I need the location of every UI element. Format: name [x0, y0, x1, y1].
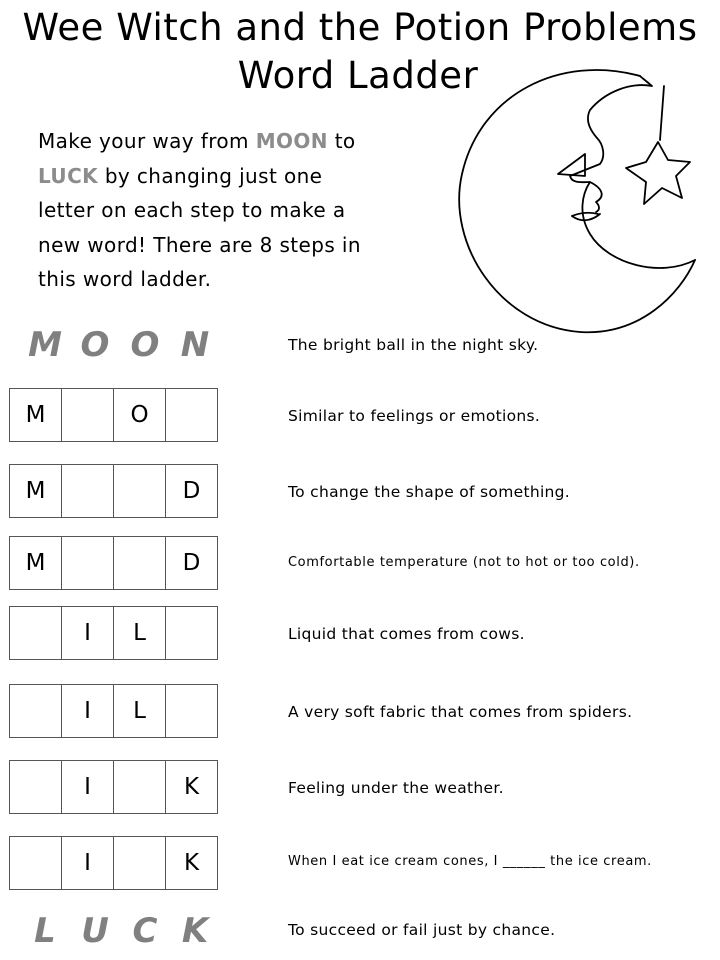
instructions-text: Make your way from: [38, 129, 256, 153]
crescent-moon-with-star-illustration: [440, 64, 710, 344]
letter-box[interactable]: I: [62, 761, 114, 813]
worksheet-subtitle: Word Ladder: [237, 54, 479, 97]
clue-end: To succeed or fail just by chance.: [288, 921, 556, 939]
clue-4: Liquid that comes from cows.: [288, 625, 525, 643]
end-word: LUCK: [38, 163, 99, 188]
start-word: MOON: [255, 129, 328, 153]
letter-box[interactable]: I: [62, 607, 114, 659]
ladder-rung-7: [9, 836, 218, 890]
letter-box[interactable]: [166, 389, 217, 441]
letter-box[interactable]: M: [10, 389, 62, 441]
clue-6: Feeling under the weather.: [288, 779, 504, 797]
letter-box[interactable]: [114, 465, 166, 517]
start-letter: O: [130, 325, 160, 365]
letter-box[interactable]: [166, 607, 217, 659]
start-letter: O: [80, 325, 110, 365]
star-icon: [626, 142, 690, 204]
end-letter: L: [34, 911, 56, 951]
end-word-display: [20, 906, 220, 956]
letter-box[interactable]: I: [62, 837, 114, 889]
letter-box[interactable]: [62, 389, 114, 441]
clue-start: The bright ball in the night sky.: [288, 336, 539, 354]
letter-box[interactable]: [114, 837, 166, 889]
letter-box[interactable]: [10, 761, 62, 813]
instructions-text: by changing just one letter on each step to make a new word! There are 8 steps in this word ladder.: [38, 163, 361, 291]
moon-outer-arc: [459, 70, 695, 332]
letter-box[interactable]: [166, 685, 217, 737]
star-string: [660, 86, 664, 140]
letter-box[interactable]: [114, 537, 166, 589]
ladder-rung-2: [9, 464, 218, 518]
ladder-rung-1: [9, 388, 218, 442]
start-letter: N: [180, 325, 210, 365]
moon-mouth: [572, 213, 598, 216]
clue-5: A very soft fabric that comes from spiders.: [288, 703, 633, 721]
letter-box[interactable]: L: [114, 685, 166, 737]
letter-box[interactable]: [10, 837, 62, 889]
ladder-rung-6: [9, 760, 218, 814]
letter-box[interactable]: [114, 761, 166, 813]
clue-7: When I eat ice cream cones, I ______ the ice cream.: [288, 854, 652, 869]
ladder-rung-4: [9, 606, 218, 660]
instructions-text: to: [327, 129, 356, 153]
moon-eye: [558, 154, 585, 176]
letter-box[interactable]: I: [62, 685, 114, 737]
letter-box[interactable]: O: [114, 389, 166, 441]
letter-box[interactable]: [10, 607, 62, 659]
ladder-rung-5: [9, 684, 218, 738]
letter-box[interactable]: [62, 465, 114, 517]
end-letter: K: [181, 911, 209, 951]
start-word-display: [20, 320, 220, 370]
ladder-rung-3: [9, 536, 218, 590]
letter-box[interactable]: L: [114, 607, 166, 659]
instructions: [38, 124, 378, 297]
letter-box[interactable]: K: [183, 774, 200, 800]
letter-box[interactable]: M: [10, 465, 62, 517]
end-letter: C: [132, 911, 158, 951]
clue-1: Similar to feelings or emotions.: [288, 407, 541, 425]
letter-box[interactable]: [10, 685, 62, 737]
letter-box[interactable]: M: [10, 537, 62, 589]
clue-3: Comfortable temperature (not to hot or too cold).: [288, 555, 640, 570]
letter-box[interactable]: [62, 537, 114, 589]
worksheet-title: Wee Witch and the Potion Problems: [22, 6, 698, 49]
letter-box[interactable]: D: [182, 550, 201, 576]
end-letter: U: [81, 911, 109, 951]
letter-box[interactable]: D: [182, 478, 201, 504]
start-letter: M: [28, 325, 62, 365]
letter-box[interactable]: K: [183, 850, 200, 876]
clue-2: To change the shape of something.: [288, 483, 571, 501]
